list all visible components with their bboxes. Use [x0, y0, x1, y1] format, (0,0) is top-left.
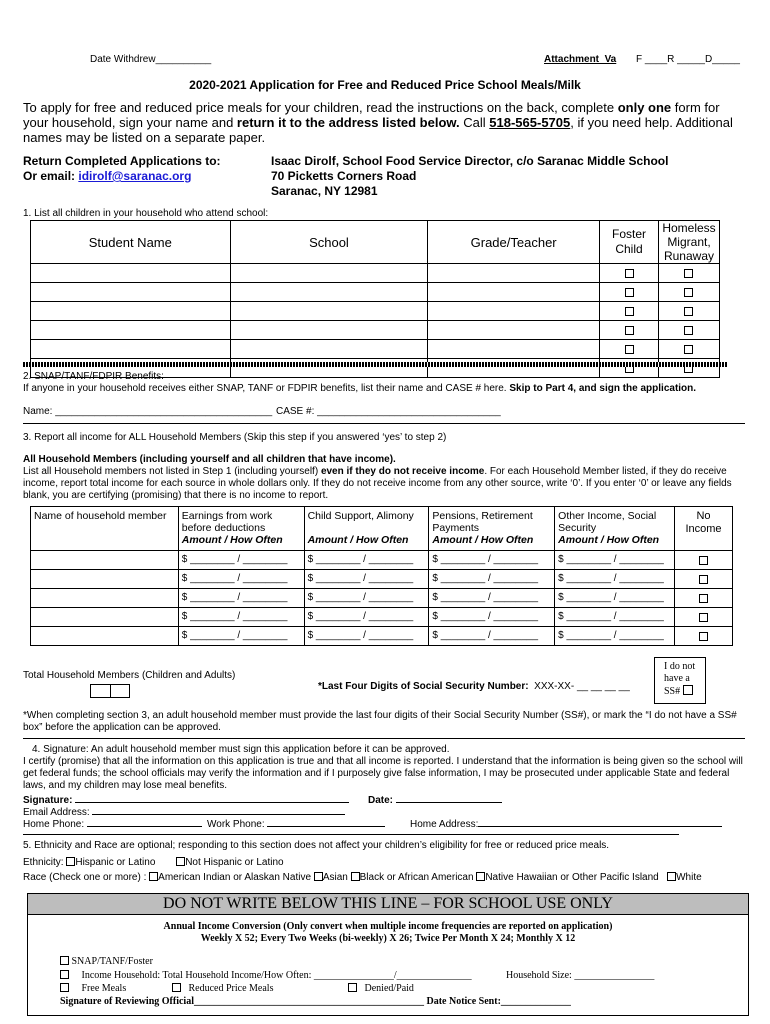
pensions-amount[interactable]: $ ________ / ________ — [429, 570, 555, 589]
hispanic-checkbox[interactable] — [66, 857, 75, 866]
income-household-checkbox[interactable] — [60, 970, 69, 979]
col-foster-child: Foster Child — [600, 221, 659, 264]
divider — [23, 834, 679, 835]
ethnicity-row: Ethnicity: Hispanic or Latino Not Hispanic or Latino — [23, 857, 284, 868]
no-income-checkbox[interactable] — [699, 632, 708, 641]
col-child-support: Child Support, Alimony Amount / How Often — [304, 507, 429, 551]
snap-checkbox[interactable] — [60, 956, 69, 965]
step4-label: 4. Signature: An adult household member must sign this application before it can be approved. — [32, 744, 450, 755]
income-table — [30, 506, 733, 646]
earnings-amount[interactable]: $ ________ / ________ — [178, 551, 304, 570]
step4-certify: I certify (promise) that all the information on this application is true and that all income is reported. I understand that the information is being given so the school will get federal funds; the school officials may verify the information and if I purposely give false information, I may be prosecuted under applicable State and federal laws, and my children may lose meal benefits. — [23, 756, 743, 791]
denied-row: Denied/Paid — [348, 983, 414, 995]
col-member-name: Name of household member — [31, 507, 179, 551]
foster-checkbox[interactable] — [625, 345, 634, 354]
income-household-row: Income Household: Total Household Income/How Often: ________________/_______________ — [60, 970, 472, 982]
total-members-label: Total Household Members (Children and Adults) — [23, 670, 236, 681]
col-no-income: No Income — [674, 507, 732, 551]
col-earnings: Earnings from work before deductions Amount / How Often — [178, 507, 304, 551]
date-withdrew: Date Withdrew__________ — [90, 54, 212, 65]
total-members-input[interactable] — [90, 684, 130, 698]
table-row[interactable] — [31, 283, 720, 302]
race-checkbox[interactable] — [667, 872, 676, 881]
foster-checkbox[interactable] — [625, 307, 634, 316]
snap-row: SNAP/TANF/Foster — [60, 956, 153, 968]
table-row[interactable] — [31, 589, 733, 608]
official-signature-row[interactable]: Signature of Reviewing Official______________________________________________ Date Notice Sent:______________ — [60, 996, 571, 1007]
date-field[interactable]: Date: — [368, 792, 502, 807]
no-income-checkbox[interactable] — [699, 613, 708, 622]
divider — [23, 423, 745, 424]
denied-checkbox[interactable] — [348, 983, 357, 992]
snap-case-field[interactable]: CASE #: _________________________________ — [276, 406, 501, 417]
return-label: Return Completed Applications to: — [23, 154, 221, 168]
section-divider — [23, 362, 728, 367]
homeless-checkbox[interactable] — [684, 307, 693, 316]
race-checkbox[interactable] — [314, 872, 323, 881]
step3-all-members: All Household Members (including yourself and all children that have income). — [23, 454, 396, 465]
col-school: School — [230, 221, 428, 264]
table-row[interactable] — [31, 340, 720, 359]
household-size-field[interactable]: Household Size: ________________ — [506, 970, 655, 981]
child-support-amount[interactable]: $ ________ / ________ — [304, 627, 429, 646]
step3-instructions: List all Household members not listed in Step 1 (including yourself) even if they do not receive income. For each Household Member listed, if they do receive income, report total income for each source in whole dollars only. If they do not receive income from any other source, write ‘0’. If you enter ‘0’ or leave any fields blank, you are certifying (promising) that there is no income to report. — [23, 466, 732, 501]
free-meals-checkbox[interactable] — [60, 983, 69, 992]
child-support-amount[interactable]: $ ________ / ________ — [304, 589, 429, 608]
no-income-checkbox[interactable] — [699, 556, 708, 565]
race-checkbox[interactable] — [476, 872, 485, 881]
foster-checkbox[interactable] — [625, 288, 634, 297]
table-row[interactable] — [31, 264, 720, 283]
free-meals-row: Free Meals — [60, 983, 126, 995]
pensions-amount[interactable]: $ ________ / ________ — [429, 627, 555, 646]
other-income-amount[interactable]: $ ________ / ________ — [555, 608, 675, 627]
foster-checkbox[interactable] — [625, 269, 634, 278]
no-income-checkbox[interactable] — [699, 594, 708, 603]
child-support-amount[interactable]: $ ________ / ________ — [304, 608, 429, 627]
table-row[interactable] — [31, 627, 733, 646]
school-use-banner: DO NOT WRITE BELOW THIS LINE – FOR SCHOOL USE ONLY — [27, 893, 749, 915]
table-row[interactable] — [31, 608, 733, 627]
earnings-amount[interactable]: $ ________ / ________ — [178, 608, 304, 627]
homeless-checkbox[interactable] — [684, 269, 693, 278]
home-address-field[interactable]: Home Address: — [410, 816, 722, 831]
income-table-header — [31, 507, 733, 551]
attachment-label: Attachment_Va — [544, 54, 617, 65]
work-phone-field[interactable]: Work Phone: — [207, 816, 385, 831]
step2-label: 2. SNAP/TANF/FDPIR Benefits: — [23, 371, 164, 382]
other-income-amount[interactable]: $ ________ / ________ — [555, 551, 675, 570]
table-row[interactable] — [31, 551, 733, 570]
earnings-amount[interactable]: $ ________ / ________ — [178, 589, 304, 608]
race-checkbox[interactable] — [149, 872, 158, 881]
page-title: 2020-2021 Application for Free and Reduced Price School Meals/Milk — [189, 78, 581, 92]
email-label: Or email: idirolf@saranac.org — [23, 169, 192, 183]
income-conversion-rates: Weekly X 52; Every Two Weeks (bi-weekly) X 26; Twice Per Month X 24; Monthly X 12 — [200, 933, 576, 944]
divider — [23, 738, 745, 739]
children-table — [30, 220, 720, 378]
no-ssn-checkbox[interactable] — [683, 685, 693, 695]
frd-codes: F ____R _____D_____ — [636, 54, 740, 65]
table-row[interactable] — [31, 321, 720, 340]
earnings-amount[interactable]: $ ________ / ________ — [178, 627, 304, 646]
race-checkbox[interactable] — [351, 872, 360, 881]
no-ssn-box: I do not have a SS# — [654, 657, 706, 704]
col-student-name: Student Name — [31, 221, 231, 264]
table-row[interactable] — [31, 570, 733, 589]
step3-label: 3. Report all income for ALL Household Members (Skip this step if you answered ‘yes’ to step 2) — [23, 432, 447, 443]
col-grade-teacher: Grade/Teacher — [428, 221, 600, 264]
step1-label: 1. List all children in your household who attend school: — [23, 208, 269, 219]
email-field[interactable]: Email Address: — [23, 804, 345, 819]
address-line-3: Saranac, NY 12981 — [271, 184, 378, 198]
earnings-amount[interactable]: $ ________ / ________ — [178, 570, 304, 589]
children-table-header — [31, 221, 720, 264]
not-hispanic-checkbox[interactable] — [176, 857, 185, 866]
homeless-checkbox[interactable] — [684, 288, 693, 297]
pensions-amount[interactable]: $ ________ / ________ — [429, 608, 555, 627]
snap-name-field[interactable]: Name: _______________________________________ — [23, 406, 273, 417]
col-homeless: Homeless Migrant, Runaway — [658, 221, 719, 264]
homeless-checkbox[interactable] — [684, 326, 693, 335]
pensions-amount[interactable]: $ ________ / ________ — [429, 589, 555, 608]
ssn-note: *When completing section 3, an adult household member must provide the last four digits of their Social Security Number (SS#), or mark the “I do not have a SS# box” before the application can be approved. — [23, 710, 737, 733]
table-row[interactable] — [31, 302, 720, 321]
signature-field[interactable]: Signature: — [23, 792, 349, 807]
step2-text: If anyone in your household receives either SNAP, TANF or FDPIR benefits, list their name and CASE # here. Skip to Part 4, and sign the application. — [23, 383, 697, 394]
pensions-amount[interactable]: $ ________ / ________ — [429, 551, 555, 570]
ssn-field[interactable]: *Last Four Digits of Social Security Number: XXX-XX- __ __ __ __ — [318, 681, 630, 692]
income-conversion-title: Annual Income Conversion (Only convert when multiple income frequencies are reported on application) — [163, 921, 613, 932]
step5-label: 5. Ethnicity and Race are optional; responding to this section does not affect your children’s eligibility for free or reduced price meals. — [23, 840, 610, 851]
reduced-meals-checkbox[interactable] — [172, 983, 181, 992]
foster-checkbox[interactable] — [625, 326, 634, 335]
other-income-amount[interactable]: $ ________ / ________ — [555, 570, 675, 589]
col-other-income: Other Income, Social Security Amount / How Often — [555, 507, 675, 551]
other-income-amount[interactable]: $ ________ / ________ — [555, 627, 675, 646]
homeless-checkbox[interactable] — [684, 345, 693, 354]
race-row: Race (Check one or more) : American Indian or Alaskan Native Asian Black or African American Native Hawaiian or Other Pacific Island White — [23, 872, 702, 883]
other-income-amount[interactable]: $ ________ / ________ — [555, 589, 675, 608]
no-income-checkbox[interactable] — [699, 575, 708, 584]
child-support-amount[interactable]: $ ________ / ________ — [304, 570, 429, 589]
address-line-2: 70 Picketts Corners Road — [271, 169, 417, 183]
col-pensions: Pensions, Retirement Payments Amount / How Often — [429, 507, 555, 551]
home-phone-field[interactable]: Home Phone: — [23, 816, 202, 831]
intro-paragraph: To apply for free and reduced price meals for your children, read the instructions on the back, complete only one form for your household, sign your name and return it to the address listed below. Call 518-565-5705, if you need help. Additional names may be listed on a separate paper. — [23, 100, 733, 145]
address-line-1: Isaac Dirolf, School Food Service Director, c/o Saranac Middle School — [271, 154, 669, 168]
child-support-amount[interactable]: $ ________ / ________ — [304, 551, 429, 570]
email-link[interactable]: idirolf@saranac.org — [78, 169, 192, 183]
reduced-meals-row: Reduced Price Meals — [172, 983, 273, 995]
